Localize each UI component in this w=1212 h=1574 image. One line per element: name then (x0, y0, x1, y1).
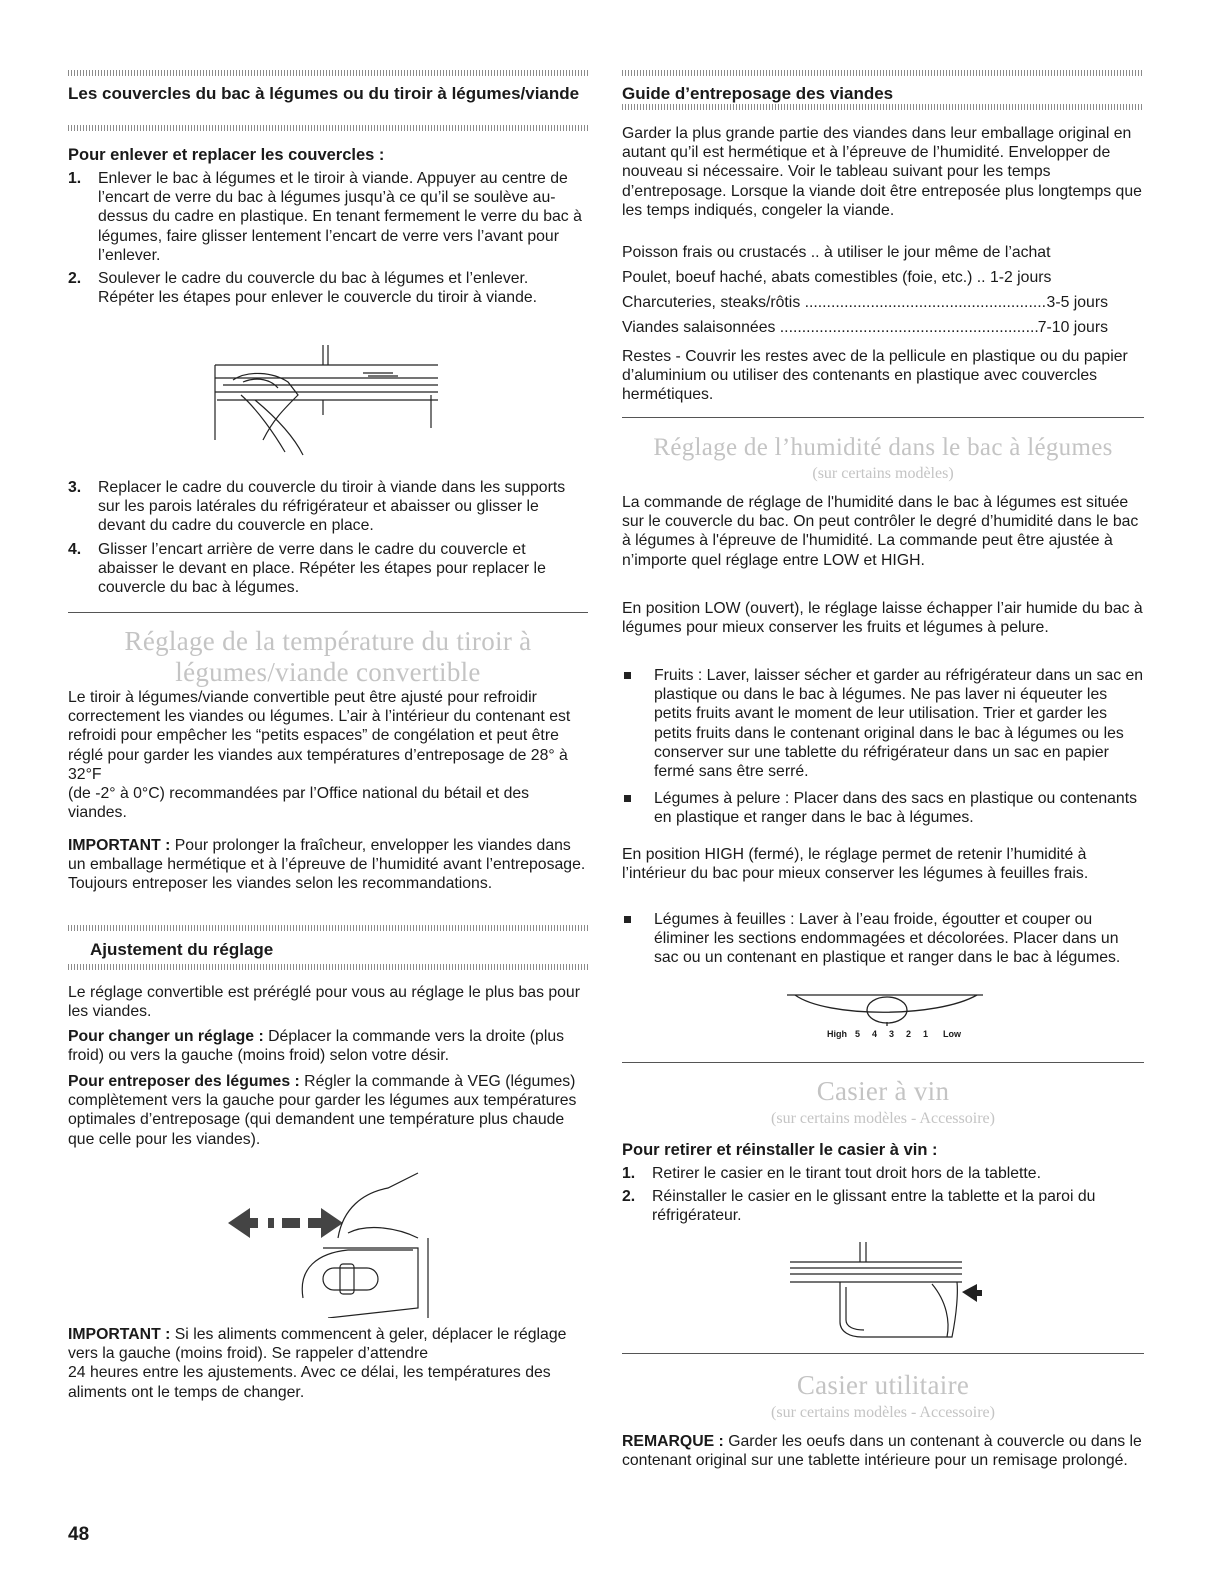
meat-storage-table (622, 243, 1144, 343)
leftovers-text: Restes - Couvrir les restes avec de la pellicule en plastique ou du papier d’aluminium ou utiliser des contenants en plastique avec couvercles hermétiques. (622, 348, 1128, 404)
dial-low-label: Low (943, 1029, 961, 1039)
section-rule (622, 1353, 1144, 1354)
table-row: Poulet, boeuf haché, abats comestibles (foie, etc.) .. 1-2 jours (622, 269, 1052, 286)
list-item: 2. Soulever le cadre du couvercle du bac à légumes et l’enlever. Répéter les étapes pour enlever le couvercle du tiroir à viande. (68, 270, 538, 307)
dial-number: 5 (855, 1029, 861, 1039)
wine-rack-subheading: Pour retirer et réinstaller le casier à vin : (622, 1141, 938, 1159)
list-item: 2. Réinstaller le casier en le glissant entre la tablette et la paroi du réfrigérateur. (622, 1188, 1096, 1225)
dotted-rule (622, 70, 1144, 76)
dotted-rule (622, 104, 1144, 110)
list-item: 1. Enlever le bac à légumes et le tiroir à viande. Appuyer au centre de l’encart de verre du bac à légumes jusqu’à ce qu’il se soulève au-dessus du cadre en plastique. En tenant fermement le verre du bac à légumes, faire glisser lentement l’encart de verre vers l’avant pour l’enlever. (68, 170, 582, 264)
list-item: 1. Retirer le casier en le tirant tout droit hors de la tablette. (622, 1165, 1041, 1182)
table-row: Charcuteries, steaks/rôtis ..... 3-5 jours (622, 293, 1108, 318)
adjust-setting-title: Ajustement du réglage (90, 940, 274, 959)
cover-steps-list-a (68, 169, 588, 307)
utility-bin-subtitle: (sur certains modèles - Accessoire) (771, 1404, 995, 1421)
dial-number: 4 (872, 1029, 878, 1039)
list-item: Fruits : Laver, laisser sécher et garder au réfrigérateur dans un sac en plastique ou dans le bac à légumes. Ne pas laver ni équeuter les petits fruits avant le moment de leur utilisation. Trier et garder les petits fruits dans le contenant original dans le bac à légumes ou les conserver sur une tablette du réfrigérateur dans un sac en papier fermé sans être serré. (622, 666, 1144, 781)
page-number: 48 (68, 1524, 90, 1545)
low-bullets (622, 666, 1144, 828)
section-rule (622, 417, 1144, 418)
dial-number: 3 (889, 1029, 895, 1039)
dotted-rule (68, 925, 588, 931)
utility-bin-title: Casier utilitaire (796, 1370, 970, 1400)
humidity-text-2: En position LOW (ouvert), le réglage laisse échapper l’air humide du bac à légumes pour mieux conserver les fruits et légumes à pelure. (622, 600, 1143, 637)
wine-rack-title: Casier à vin (816, 1076, 950, 1106)
wine-rack-subtitle: (sur certains modèles - Accessoire) (771, 1110, 995, 1127)
convertible-drawer-text: Le tiroir à légumes/viande convertible peut être ajusté pour refroidir correctement les viandes ou légumes. L’air à l’intérieur du contenant est refroidi pour empêcher les “petits espaces” de congélation et peut être réglé pour garder les viandes aux températures d’entreposage de 28° à 32°F (de -2° à 0°C) recommandées par l’Office national du bétail et des viandes. (68, 689, 571, 822)
utility-bin-note: REMARQUE : Garder les oeufs dans un contenant à couvercle ou dans le contenant original sur une tablette intérieure pour un remisage prolongé. (622, 1433, 1142, 1470)
meat-storage-title: Guide d’entreposage des viandes (622, 84, 894, 103)
section-rule (68, 612, 588, 613)
remove-covers-subheading: Pour enlever et replacer les couvercles : (68, 146, 385, 164)
cover-steps-list-b (68, 478, 588, 597)
dial-number: 2 (906, 1029, 912, 1039)
humidity-text-3: En position HIGH (fermé), le réglage permet de retenir l’humidité à l’intérieur du bac pour mieux conserver les légumes à feuilles frais. (622, 846, 1089, 883)
store-vegetables-text: Pour entreposer des légumes : Régler la commande à VEG (légumes) complètement vers la gauche pour garder les légumes aux températures optimales d’entreposage (qui demandent une température plus chaude que celle pour les viandes). (68, 1073, 577, 1148)
important-note-1: IMPORTANT : Pour prolonger la fraîcheur, envelopper les viandes dans un emballage hermétique et à l’épreuve de l’humidité avant l’entreposage. Toujours entreposer les viandes selon les recommandations. (68, 837, 586, 893)
crisper-covers-title: Les couvercles du bac à légumes ou du tiroir à légumes/viande (68, 84, 580, 103)
humidity-subtitle: (sur certains modèles) (812, 465, 954, 482)
humidity-dial (787, 990, 987, 1046)
list-item: 4. Glisser l’encart arrière de verre dans le cadre du couvercle et abaisser le devant en place. Répéter les étapes pour replacer le couvercle du bac à légumes. (68, 540, 546, 597)
section-rule (622, 1062, 1144, 1063)
temperature-control-illustration (228, 1168, 443, 1318)
table-row: Poisson frais ou crustacés .. à utiliser le jour même de l’achat (622, 244, 1051, 261)
adjust-setting-text: Le réglage convertible est préréglé pour vous au réglage le plus bas pour les viandes. (68, 984, 580, 1021)
list-item: Légumes à feuilles : Laver à l’eau froide, égoutter et couper ou éliminer les sections endommagées et décolorées. Placer dans un sac ou un contenant en plastique et ranger dans le bac à légumes. (622, 910, 1144, 968)
high-bullets (622, 910, 1144, 968)
convertible-drawer-title: Réglage de la température du tiroir à légumes/viande convertible (124, 626, 532, 687)
change-setting-text: Pour changer un réglage : Déplacer la commande vers la droite (plus froid) ou vers la gauche (moins froid) selon votre désir. (68, 1028, 565, 1065)
list-item: Légumes à pelure : Placer dans des sacs en plastique ou contenants en plastique et ranger dans le bac à légumes. (622, 789, 1144, 827)
table-row: Viandes salaisonnées ..... 7-10 jours (622, 318, 1108, 343)
dial-number: 1 (923, 1029, 929, 1039)
dotted-rule (68, 70, 588, 76)
important-note-2: IMPORTANT : Si les aliments commencent à geler, déplacer le réglage vers la gauche (moins froid). Se rappeler d’attendre 24 heures entre les ajustements. Avec ce délai, les températures des aliments ont le temps de changer. (68, 1326, 567, 1401)
dotted-rule (68, 125, 588, 131)
list-item: 3. Replacer le cadre du couvercle du tiroir à viande dans les supports sur les parois latérales du réfrigérateur et abaisser ou glisser le devant du cadre du couvercle en place. (68, 479, 566, 535)
dotted-rule (68, 964, 588, 970)
dial-high-label: High (827, 1029, 847, 1039)
wine-rack-steps (622, 1164, 1144, 1226)
crisper-cover-illustration (203, 340, 453, 460)
wine-rack-illustration (782, 1232, 982, 1342)
meat-storage-text: Garder la plus grande partie des viandes dans leur emballage original en autant qu’il est hermétique et à l’épreuve de l’humidité. Envelopper de nouveau si nécessaire. Voir le tableau suivant pour les temps d’entreposage. Lorsque la viande doit être entreposée plus longtemps que les temps indiqués, congeler la viande. (622, 125, 1142, 219)
humidity-text-1: La commande de réglage de l'humidité dans le bac à légumes est située sur le couvercle du bac. On peut contrôler le degré d’humidité dans le bac à légumes à l'épreuve de l'humidité. La commande peut être ajustée à n’importe quel réglage entre LOW et HIGH. (622, 494, 1139, 569)
humidity-title: Réglage de l’humidité dans le bac à légumes (653, 434, 1113, 461)
